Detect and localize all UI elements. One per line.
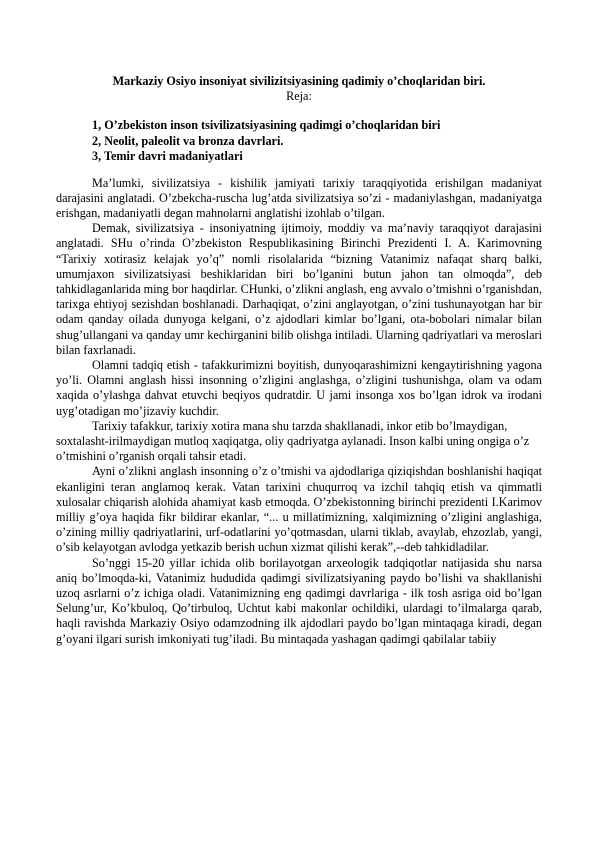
paragraph: Olamni tadqiq etish - tafakkurimizni boyitish, dunyoqarashimizni kengaytirishning yagona yo’li. Olamni anglash hissi insonning o’zligini anglashga, o’zligini tushunishga, olam va odam xaqida o’ylashga dahvat etuvchi beqiyos qudratdir. U jami insonga xos bo’lgan idrok va irodani uyg’otadigan mo’jizaviy kuchdir. [56,357,542,418]
paragraph: Demak, sivilizatsiya - insoniyatning ijtimoiy, moddiy va ma’naviy taraqqiyot darajasini anglatadi. SHu o’rinda O’zbekiston Respublikasining Birinchi Prezidenti I. A. Karimovning “Tarixiy xotirasiz kelajak yo’q” nomli risolalarida “bizning Vatanimiz nafaqat sharq balki, umumjaxon sivilizatsiyasi beshiklaridan biri bo’lganini butun jahon tan olmoqda”, deb tahkidlaganlarida ming bor haqdirlar. CHunki, o’zlikni anglash, eng avvalo o’tmishni o’rganishdan, tarixga ehtiyoj sezishdan boshlanadi. Darhaqiqat, o’zini anglayotgan, o’zini tushunayotgan har bir odam qanday oilada dunyoga kelgani, o’z ajdodlari kimlar bo’lgani, ota-bobolari nimalar bilan shug’ullangani va qanday umr kechirganini bilib olishga intiladi. Ularning qadriyatlari va meroslari bilan faxrlanadi. [56,221,542,357]
document-page [56,74,542,647]
document-title: Markaziy Osiyo insoniyat sivilizitsiyasining qadimiy o’choqlaridan biri. [112,74,486,88]
paragraph: Tarixiy tafakkur, tarixiy xotira mana shu tarzda shakllanadi, inkor etib bo’lmaydigan, soxtalasht-irilmaydigan mutloq xaqiqatga, oliy qadriyatga aylanadi. Inson kalbi uning ongiga o’z o’tmishini o’rganish orqali tahsir etadi. [56,418,530,464]
plan-heading: Reja: [286,89,312,103]
paragraph: Ma’lumki, sivilizatsiya - kishilik jamiyati tarixiy taraqqiyotida erishilgan madaniyat darajasini anglatadi. O’zbekcha-ruscha lug’atda sivilizatsiya so’zi - madaniylashgan, madaniyatga erishgan, madaniyatli degan mahnolarni anglatishi izohlab o’tilgan. [56,175,542,220]
paragraph: Ayni o’zlikni anglash insonning o’z o’tmishi va ajdodlariga qiziqishdan boshlanishi haqiqat ekanligini teran anglamoq kerak. Vatan tarixini chuqurroq va izchil tahqiq etish va qimmatli xulosalar chiqarish alohida ahamiyat kasb etmoqda. O’zbekistonning birinchi prezidenti I.Karimov milliy g’oya haqida fikr bildirar ekanlar, “... u millatimizning, xalqimizning o’zligini anglashiga, o’zining milliy qadriyatlarini, urf-odatlarini yo’qotmasdan, ularni tiklab, avaylab, ehzozlab, yangi, o’sib kelayotgan avlodga yetkazib berish uchun xizmat qilishi kerak”,--deb tahkidladilar. [56,464,542,555]
plan-item: 3, Temir davri madaniyatlari [92,149,243,163]
plan-item: 2, Neolit, paleolit va bronza davrlari. [92,133,284,148]
plan-list [56,118,542,165]
paragraph: So’nggi 15-20 yillar ichida olib borilayotgan arxeologik tadqiqotlar natijasida shu narsa aniq bo’lmoqda-ki, Vatanimiz hududida qadimgi sivilizatsiyaning paydo bo’lishi va shakllanishi uzoq asrlarni o’z ichiga oladi. Vatanimizning eng qadimgi davrlariga - ilk tosh asriga oid bo’lgan Selung’ur, Ko’kbuloq, Qo’tirbuloq, Uchtut kabi makonlar ochildiki, ulardagi to’ilmalarga qarab, haqli ravishda Markaziy Osiyo odamzodning ilk ajdodlari paydo bo’lgan mintaqaga kiradi, degan g’oyani ilgari surish imkoniyati tug’iladi. Bu mintaqada yashagan qadimgi qabilalar tabiiy [56,555,542,646]
plan-item: 1, O’zbekiston inson tsivilizatsiyasining qadimgi o’choqlaridan biri [92,118,441,132]
